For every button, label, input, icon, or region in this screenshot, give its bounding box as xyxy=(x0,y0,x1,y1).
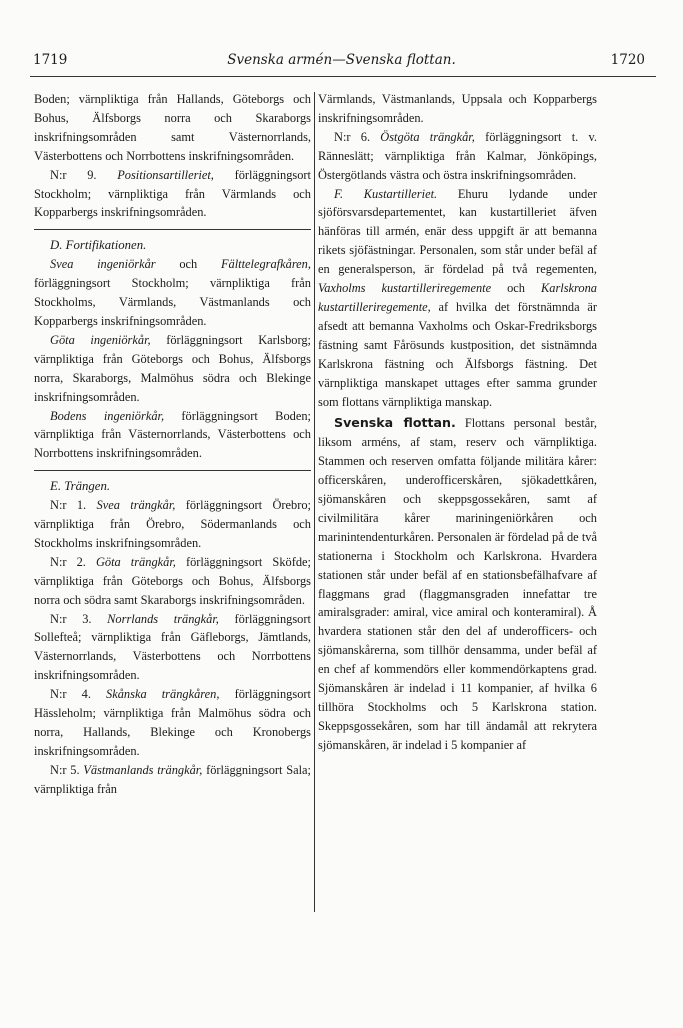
entry-number: N:r 5. xyxy=(50,762,80,777)
paragraph: Värmlands, Västmanlands, Uppsala och Kopparbergs inskrifningsområden. xyxy=(318,92,597,125)
entry-text: förläggningsort Stockholm; värnpliktiga från Värmlands och Kopparbergs inskrifningsområden. xyxy=(34,167,311,220)
section-heading xyxy=(34,236,311,255)
section-heading xyxy=(34,477,311,496)
entry-number: N:r 4. xyxy=(50,687,91,702)
paragraph xyxy=(34,496,311,553)
paragraph xyxy=(34,331,311,407)
paragraph xyxy=(34,553,311,610)
entry-text: Ehuru lydande under sjöförsvarsdepartementet, kan kustartilleriet äfven hänföras till armén, enär dess uppgift är att bemanna rikets sjöfästningar. Personalen, som står under befäl af en generalsperson, är fördelad på två regementen, xyxy=(318,186,597,277)
paragraph xyxy=(34,255,311,331)
entry-text: förläggningsort Boden; värnpliktiga från Västernorrlands, Västerbottens och Norrbottens inskrifningsområden. xyxy=(34,408,311,461)
entry-text: förläggningsort t. v. Ränneslätt; värnpliktiga från Kalmar, Jönköpings, Östergötlands västra och östra inskrifningsområden. xyxy=(318,129,597,182)
paragraph xyxy=(34,761,311,799)
paragraph xyxy=(34,685,311,761)
paragraph xyxy=(34,407,311,464)
entry-name: Karlskrona kustartilleriregemente, xyxy=(318,281,597,314)
entry-number: N:r 9. xyxy=(50,167,97,182)
section-divider xyxy=(34,470,311,471)
entry-name: Vaxholms kustartilleriregemente xyxy=(318,281,492,296)
entry-number: N:r 1. xyxy=(50,498,87,513)
entry-text: och xyxy=(179,257,198,272)
entry-name: Fälttelegrafkåren, xyxy=(220,257,311,272)
paragraph: Boden; värnpliktiga från Hallands, Göteborgs och Bohus, Älfsborgs norra och Skaraborgs inskrifningsområden samt Västernorrlands, Västerbottens och Norrbottens inskrifningsområden. xyxy=(34,92,311,163)
entry-text: förläggningsort Sala; värnpliktiga från xyxy=(34,762,311,796)
entry-text: förläggningsort Sollefteå; värnpliktiga från Gäfleborgs, Jämtlands, Västernorrlands, Västerbottens och Norrbottens inskrifningsområden. xyxy=(34,611,311,683)
paragraph xyxy=(34,166,311,223)
entry-name: Svea ingeniörkår xyxy=(50,257,156,272)
paragraph xyxy=(34,610,311,686)
paragraph xyxy=(318,414,597,754)
entry-number: N:r 2. xyxy=(50,554,86,569)
entry-name: Positionsartilleriet, xyxy=(117,167,214,182)
entry-text: förläggningsort Karlsborg; värnpliktiga från Göteborgs och Bohus, Älfsborgs norra, Skaraborgs, Malmöhus södra och Blekinge inskrifningsområden. xyxy=(34,332,312,404)
right-column xyxy=(318,90,597,755)
entry-name: Östgöta trängkår, xyxy=(380,129,475,144)
section-heading-bold: Svenska flottan. xyxy=(334,415,456,431)
left-column xyxy=(34,90,311,799)
entry-name: Norrlands trängkår, xyxy=(107,611,219,626)
header-rule xyxy=(30,76,656,77)
entry-name: Västmanlands trängkår, xyxy=(83,762,203,777)
entry-text: förläggningsort Hässleholm; värnpliktiga från Malmöhus södra och norra, Hallands, Blekinge och Kronobergs inskrifningsområden. xyxy=(34,687,311,758)
entry-name: Kustartilleriet. xyxy=(363,186,438,201)
entry-text: förläggningsort Stockholm; värnpliktiga från Stockholms, Värmlands, Västmanlands och Kopparbergs inskrifningsområden. xyxy=(34,276,311,328)
entry-name: Svea trängkår, xyxy=(96,498,176,513)
entry-text: förläggningsort Örebro; värnpliktiga från Örebro, Södermanlands och Stockholms inskrifningsområden. xyxy=(34,498,311,550)
section-divider xyxy=(34,229,311,230)
paragraph xyxy=(318,185,597,412)
entry-name: Bodens ingeniörkår, xyxy=(50,408,165,423)
entry-name: Skånska trängkåren, xyxy=(106,687,220,702)
section-heading-text: E. Trängen. xyxy=(50,479,111,494)
page-number-right: 1720 xyxy=(610,52,645,68)
entry-text: af hvilka det förstnämnda är afsedt att bemanna Vaxholms och Oskar-Fredriksborgs fästning samt Fårösunds kustposition, det sistnämnda Karlskrona fästning och Älfsborgs fästning. Det värnpliktiga manskapet uttages efter samma grunder som flottans värnpliktiga manskap. xyxy=(318,299,597,409)
section-letter: F. xyxy=(334,186,344,201)
entry-text: förläggningsort Sköfde; värnpliktiga från Göteborgs och Bohus, Älfsborgs norra och södra samt Skaraborgs inskrifningsområden. xyxy=(34,554,311,607)
entry-number: N:r 3. xyxy=(50,611,92,626)
section-heading-text: D. Fortifikationen. xyxy=(50,238,147,253)
entry-text: Flottans personal består, liksom arméns, af stam, reserv och värnpliktiga. Stammen och reserven omfatta följande militära kårer: officerskåren, underofficerskåren, sjökadettkåren, sjömanskåren och skeppsgossekåren, samt af civilmilitära kårer mariningeniörkåren och marinintendenturkåren. Personalen är fördelad på de två stationerna i Stockholm och Karlskrona. Hvardera stationen står under befäl af en stationsbefälhafvare af flaggmans grad (flaggmansgraden innefattar tre amiralsgrader: amiral, vice amiral och konteramiral). Å hvardera stationen står den del af underofficers- och sjömanskårerna, som tillhör densamma, under befäl af en chef af kommendörs eller kommendörkaptens grad. Sjömanskåren är indelad i 11 kompanier, af hvilka 6 tillhöra Stockholms och 5 Karlskrona station. Skeppsgossekåren, som har till ändamål att rekrytera sjömanskåren, är indelad i 5 kompanier af xyxy=(318,416,597,752)
running-title: Svenska armén—Svenska flottan. xyxy=(227,52,456,68)
entry-name: Göta ingeniörkår, xyxy=(50,332,151,347)
column-separator xyxy=(314,92,315,912)
paragraph xyxy=(318,128,597,185)
entry-text: och xyxy=(507,281,525,296)
entry-number: N:r 6. xyxy=(334,129,371,144)
page-number-left: 1719 xyxy=(33,52,68,68)
entry-name: Göta trängkår, xyxy=(95,554,176,569)
